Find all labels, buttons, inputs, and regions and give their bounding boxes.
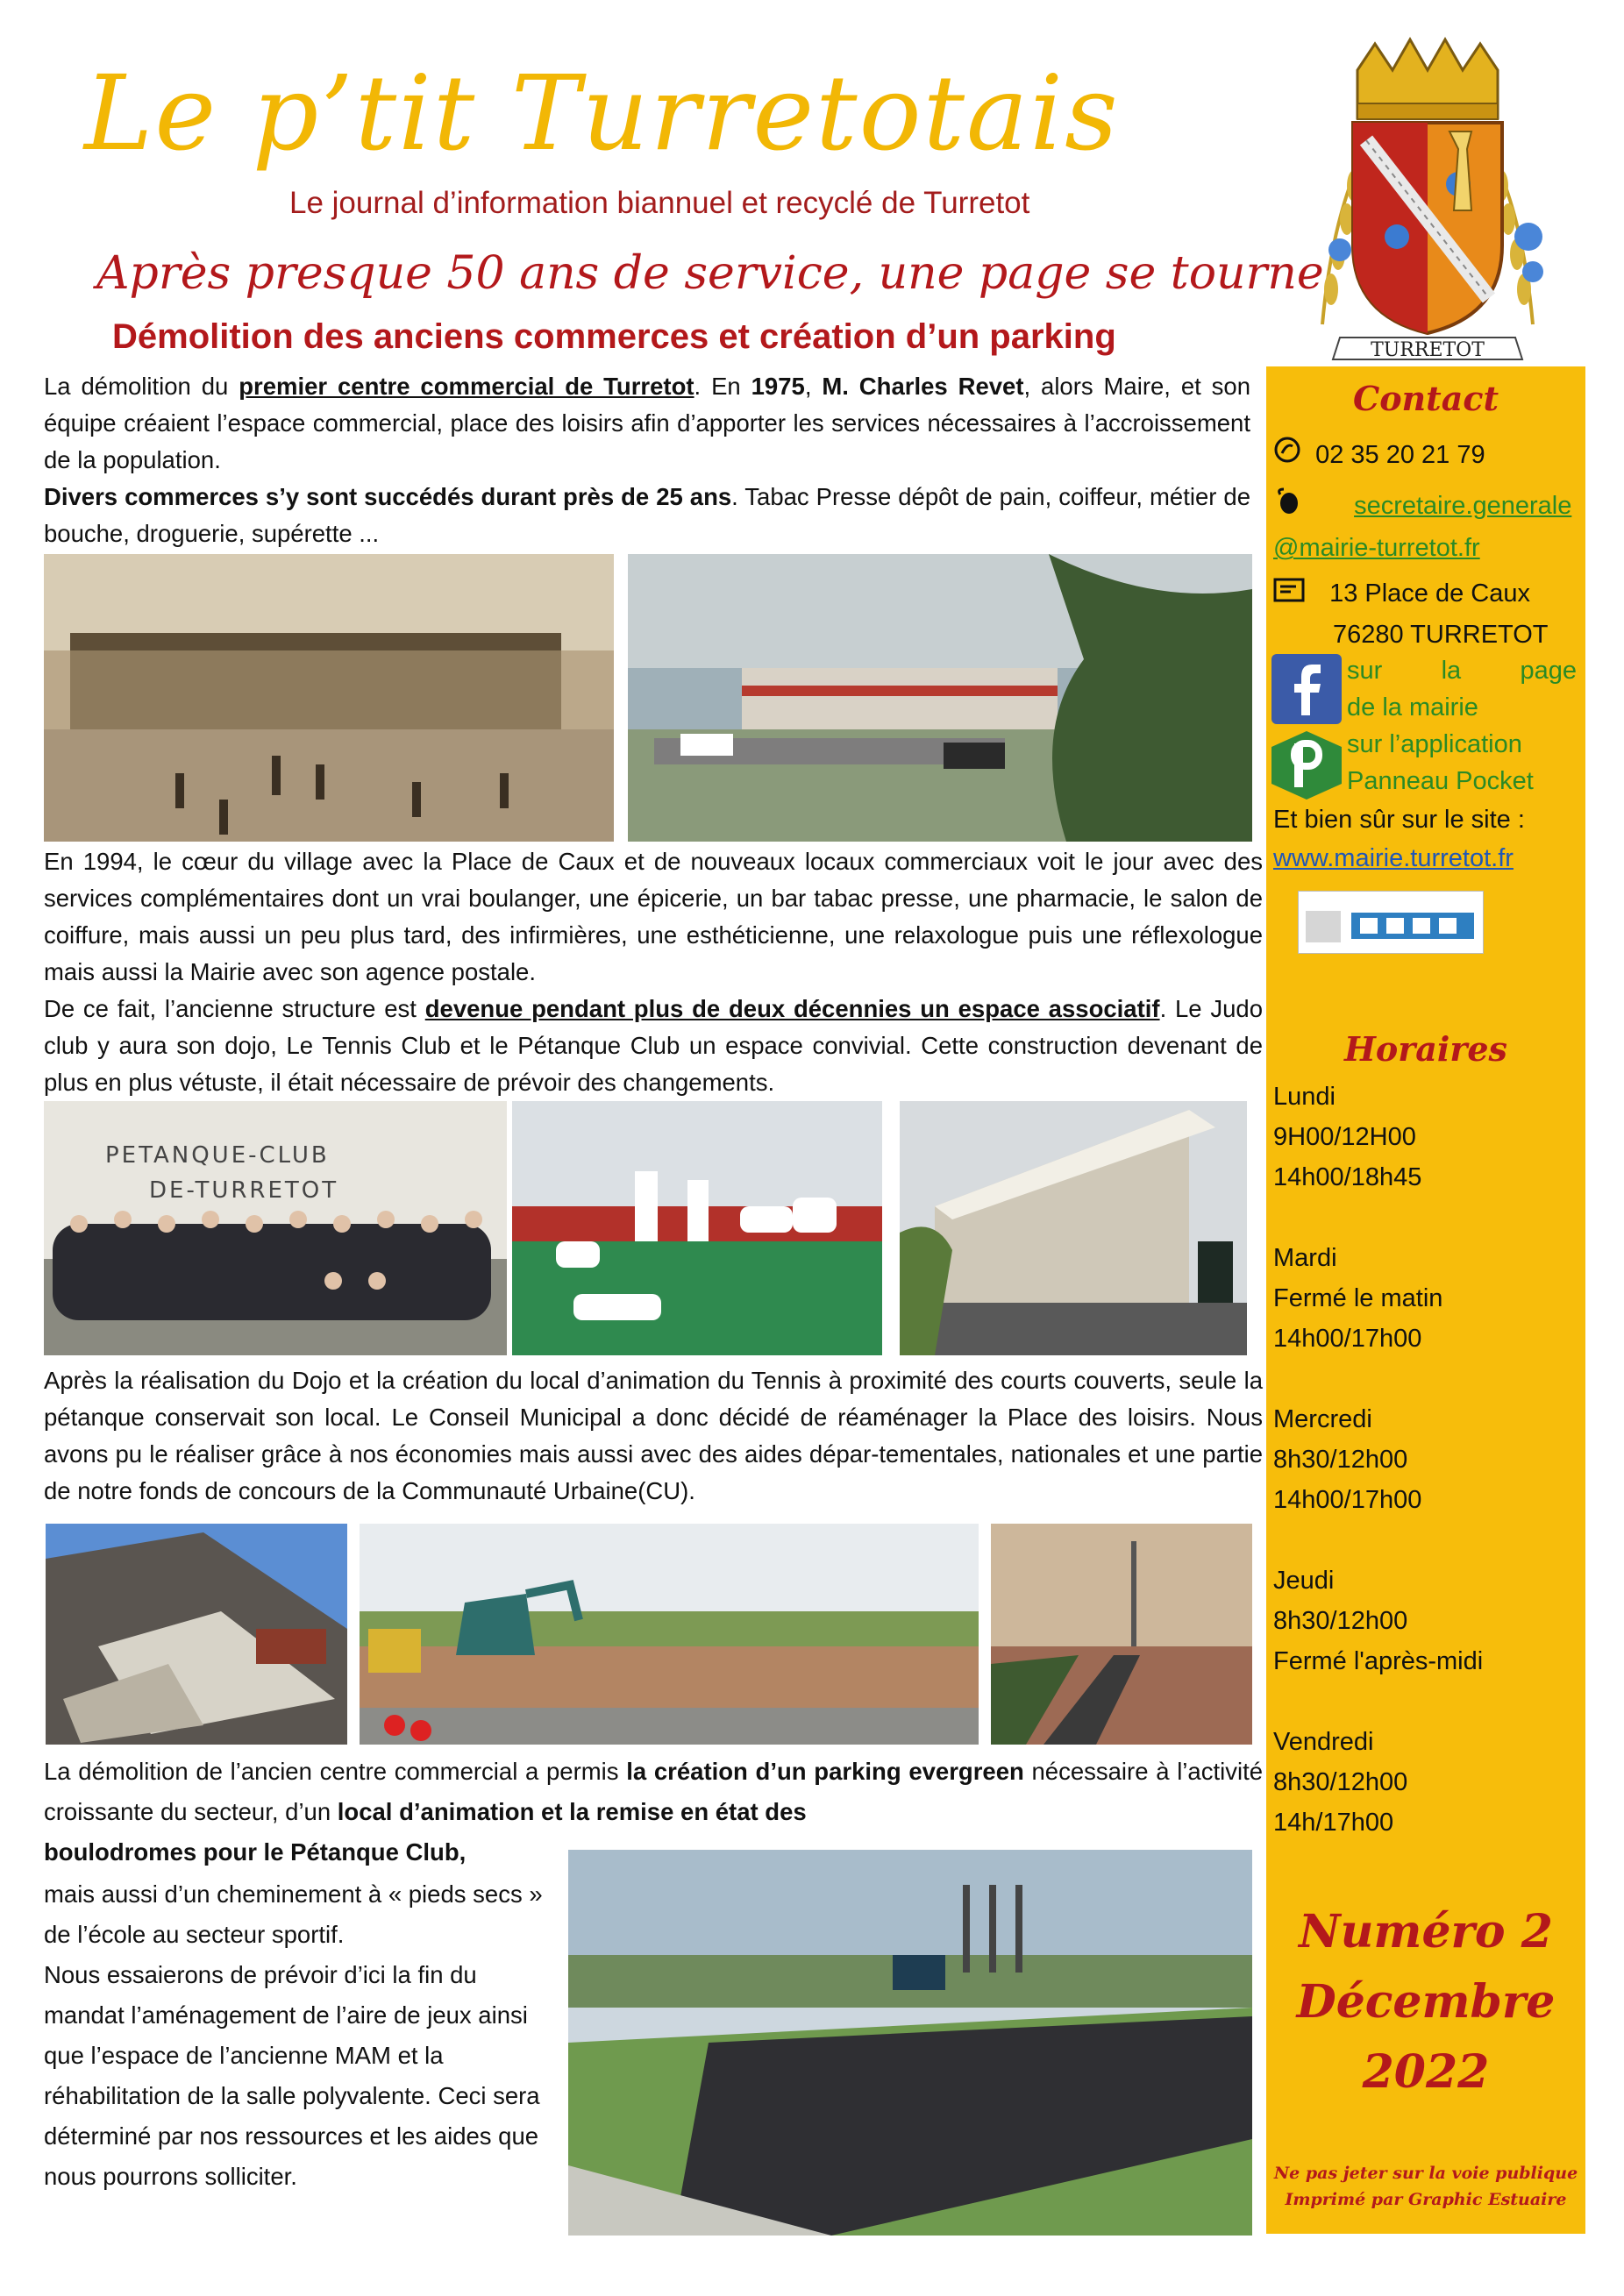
article-p6 — [44, 1752, 1263, 1832]
p1-f: M. Charles Revet — [822, 373, 1024, 400]
hours-list — [1273, 1077, 1483, 1843]
hours-wednesday-line2: 14h00/17h00 — [1273, 1486, 1422, 1514]
p1-b: premier centre commercial de Turretot — [239, 373, 694, 400]
facebook-text-1[interactable]: sur la page — [1347, 657, 1577, 685]
p1-e: , — [804, 373, 823, 400]
article-middle — [44, 843, 1263, 1101]
article-closing — [44, 1874, 561, 2197]
p3: En 1994, le cœur du village avec la Place de Caux et de nouveaux locaux commerciaux voit le jour avec des services complémentaires dont un vrai boulanger, une épicerie, un bar tabac presse, une pharmacie, le salon de coiffure, mais aussi un peu plus tard, des infirmières, une esthéticienne, une relaxologue puis une réflexologue mais aussi la Mairie avec son agence postale. — [44, 848, 1263, 985]
p2-a: Divers commerces s’y sont succédés durant près de 25 ans — [44, 483, 732, 510]
hours-thursday-line1: 8h30/12h00 — [1273, 1607, 1408, 1635]
contact-address-line2: 76280 TURRETOT — [1333, 621, 1549, 650]
p1-d: 1975 — [751, 373, 805, 400]
hours-day-monday: Lundi — [1273, 1083, 1336, 1111]
contact-phone-row — [1273, 435, 1485, 476]
hours-day-tuesday: Mardi — [1273, 1244, 1337, 1272]
hours-day-thursday: Jeudi — [1273, 1567, 1335, 1595]
phone-icon — [1273, 436, 1301, 476]
app-text-2[interactable]: Panneau Pocket — [1347, 767, 1534, 795]
contact-address-row — [1273, 573, 1582, 655]
p1-c: . En — [694, 373, 751, 400]
hours-friday-line2: 14h/17h00 — [1273, 1809, 1394, 1837]
app-text-1[interactable]: sur l’application — [1347, 730, 1522, 758]
p4-c: . Le Judo club y aura son dojo, Le Tennis Club et le Pétanque Club un espace convivial. Cette construction devenant de plus en plus vétuste, il était nécessaire de prévoir des changements. — [44, 995, 1263, 1096]
mouse-icon — [1273, 486, 1303, 528]
photo-old-centre-color — [628, 554, 1252, 842]
photo-petanque-club — [44, 1101, 507, 1355]
p1-g: , alors Maire, et son équipe créaient l’espace commercial, place des loisirs afin d’apporter les services nécessaires à l’accroissement de la population. — [44, 373, 1250, 473]
contact-phone[interactable]: 02 35 20 21 79 — [1315, 441, 1485, 469]
mail-icon — [1273, 574, 1305, 615]
photo-path-evening — [991, 1524, 1252, 1745]
footer-line2: Imprimé par Graphic Estuaire — [1285, 2190, 1567, 2209]
issue-month: Décembre — [1296, 1975, 1556, 2029]
p6-d: local d’animation et la remise en état des — [337, 1798, 807, 1825]
article-p5 — [44, 1362, 1263, 1510]
photo-old-centre-sepia — [44, 554, 614, 842]
panneau-pocket-icon[interactable] — [1270, 729, 1343, 801]
p8: Nous essaierons de prévoir d’ici la fin du mandat l’aménagement de l’aire de jeux ainsi que l’espace de l’ancienne MAM et la réhabilitation de la salle polyvalente. Ceci sera déterminé par nos ressources et les aides que nous pourrons solliciter. — [44, 1961, 540, 2190]
photo-demolition — [46, 1524, 347, 1745]
site-url[interactable]: www.mairie.turretot.fr — [1273, 844, 1514, 872]
p5: Après la réalisation du Dojo et la création du local d’animation du Tennis à proximité des courts couverts, seule la pétanque conservait son local. Le Conseil Municipal a donc décidé de réaménager la Place des loisirs. Nous avons pu le réaliser grâce à nos économies mais aussi avec des aides dépar-tementales, nationales et une partie de notre fonds de concours de la Communauté Urbaine(CU). — [44, 1367, 1263, 1504]
site-intro: Et bien sûr sur le site : — [1273, 806, 1525, 834]
p6-b: la création d’un parking evergreen — [626, 1758, 1024, 1785]
website-thumbnail — [1298, 891, 1484, 954]
contact-address-line1: 13 Place de Caux — [1329, 579, 1530, 608]
hours-tuesday-line1: Fermé le matin — [1273, 1284, 1443, 1312]
contact-title: Contact — [1352, 379, 1499, 418]
crest-image — [1296, 35, 1559, 368]
contact-email-line1[interactable]: secretaire.generale — [1354, 492, 1572, 520]
facebook-icon[interactable] — [1271, 654, 1342, 724]
article-p6-end — [44, 1834, 570, 1871]
headline: Après presque 50 ans de service, une page se tourne — [96, 247, 1324, 300]
petanque-sign-line1: PETANQUE-CLUB — [105, 1142, 330, 1169]
hours-tuesday-line2: 14h00/17h00 — [1273, 1325, 1422, 1353]
p6-e: boulodromes pour le Pétanque Club, — [44, 1838, 467, 1866]
facebook-text-2[interactable]: de la mairie — [1347, 693, 1478, 721]
p2-b: . Tabac Presse dépôt de pain, coiffeur, métier de bouche, droguerie, supérette ... — [44, 483, 1250, 547]
footer-line1: Ne pas jeter sur la voie publique — [1273, 2164, 1578, 2183]
p4-b: devenue pendant plus de deux décennies un espace associatif — [424, 995, 1160, 1022]
crest-banner-text: TURRETOT — [1371, 339, 1485, 361]
p4-a: De ce fait, l’ancienne structure est — [44, 995, 425, 1022]
contact-email-row — [1273, 486, 1580, 568]
subheadline: Démolition des anciens commerces et création d’un parking — [112, 317, 1116, 356]
photo-excavator-works — [360, 1524, 979, 1745]
masthead-subtitle: Le journal d’information biannuel et recyclé de Turretot — [289, 186, 1030, 220]
sidebar — [1266, 366, 1585, 2234]
photo-new-parking — [568, 1850, 1252, 2236]
hours-day-wednesday: Mercredi — [1273, 1405, 1372, 1433]
hours-wednesday-line1: 8h30/12h00 — [1273, 1446, 1408, 1474]
contact-email-line2[interactable]: @mairie-turretot.fr — [1273, 534, 1480, 563]
petanque-sign-line2: DE-TURRETOT — [149, 1177, 339, 1204]
hours-day-friday: Vendredi — [1273, 1728, 1374, 1756]
p7: mais aussi d’un cheminement à « pieds secs » de l’école au secteur sportif. — [44, 1880, 543, 1948]
issue-number: Numéro 2 — [1299, 1905, 1553, 1958]
hours-monday-line1: 9H00/12H00 — [1273, 1123, 1416, 1151]
p1-a: La démolition du — [44, 373, 239, 400]
p6-c: nécessaire à l’activité croissante du secteur, d’un — [44, 1758, 1263, 1825]
issue-year: 2022 — [1362, 2045, 1490, 2099]
hours-thursday-line2: Fermé l'après-midi — [1273, 1647, 1484, 1675]
hours-friday-line1: 8h30/12h00 — [1273, 1768, 1408, 1796]
photo-judo-dojo — [512, 1101, 882, 1355]
photo-old-building-side — [900, 1101, 1247, 1355]
hours-title: Horaires — [1344, 1029, 1507, 1069]
p6-a: La démolition de l’ancien centre commercial a permis — [44, 1758, 627, 1785]
article-intro — [44, 368, 1250, 552]
hours-monday-line2: 14h00/18h45 — [1273, 1163, 1422, 1191]
town-crest — [1296, 35, 1559, 368]
masthead-title: Le p’tit Turretotais — [84, 53, 1120, 174]
